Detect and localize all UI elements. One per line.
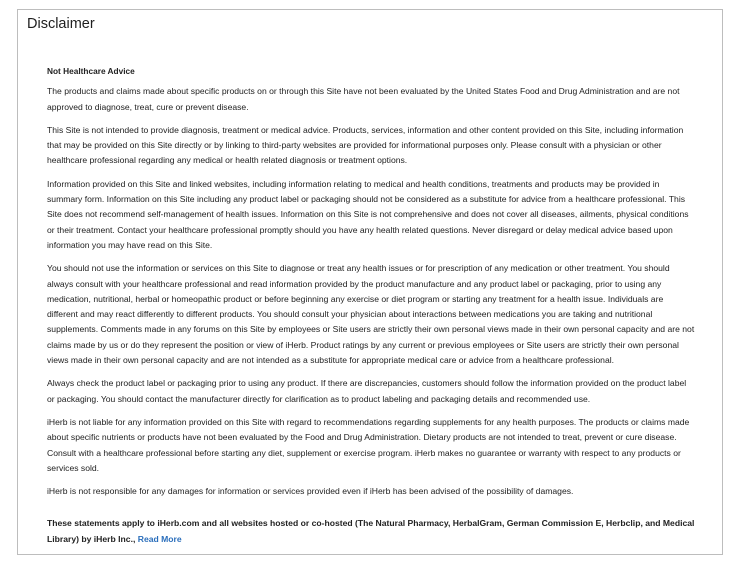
panel-title: Disclaimer (27, 16, 95, 32)
disclaimer-paragraph: Information provided on this Site and linked websites, including information relating to medical and health conditions, treatments and products may be provided in summary form. Information on this Site including any product label or packaging should not be considered as a substitute for advice from a healthcare professional. This Site does not recommend self-management of health issues. Information on this Site is not comprehensive and does not cover all diseases, ailments, physical conditions or their treatment. Contact your healthcare professional promptly should you have any health related questions. Never disregard or delay medical advice based upon information you may have read on this Site. (47, 178, 689, 250)
footer-statement (47, 516, 695, 547)
read-more-link[interactable]: Read More (137, 533, 182, 544)
disclaimer-paragraph: Always check the product label or packaging prior to using any product. If there are discrepancies, customers should follow the information provided on the product label or packaging. You should contact the manufacturer directly for clarification as to product labeling and packaging details and recommended use. (47, 378, 687, 404)
section-subheading: Not Healthcare Advice (47, 66, 135, 76)
disclaimer-paragraph: This Site is not intended to provide diagnosis, treatment or medical advice. Products, services, information and other content provided on this Site, including information that may be provided on this Site directly or by linking to third-party websites are provided for informational purposes only. Please consult with a physician or other healthcare professional regarding any medical or health related diagnosis or treatment options. (47, 124, 684, 166)
disclaimer-content (47, 64, 695, 547)
disclaimer-paragraph: You should not use the information or services on this Site to diagnose or treat any health issues or for prescription of any medication or other treatment. You should always consult with your healthcare professional and read information provided by the product manufacture and any product label or packaging, prior to using any medication, nutritional, herbal or homeopathic product or before beginning any exercise or diet program or starting any treatment for a health issue. Individuals are different and may react differently to different products. You should consult your physician about interactions between medications you are taking and nutritional supplements. Comments made in any forums on this Site by employees or Site users are strictly their own personal views made in their own personal capacity and are not claims made by us or do they represent the position or view of iHerb. Product ratings by any current or previous employees or Site users are strictly their own personal views made in their own personal capacity and are not intended as a substitute for appropriate medical care or advice from a healthcare professional. (47, 263, 695, 366)
disclaimer-paragraph: iHerb is not liable for any information provided on this Site with regard to recommendations regarding supplements for any health purposes. The products or claims made about specific nutrients or products have not been evaluated by the Food and Drug Administration. Dietary products are not intended to treat, prevent or cure disease. Consult with a healthcare professional before starting any diet, supplement or exercise program. iHerb makes no guarantee or warranty with respect to any products or services sold. (47, 416, 690, 473)
disclaimer-panel (17, 9, 723, 555)
disclaimer-paragraph: iHerb is not responsible for any damages for information or services provided even if iHerb has been advised of the possibility of damages. (47, 486, 574, 497)
footer-text: These statements apply to iHerb.com and all websites hosted or co-hosted (The Natural Pharmacy, HerbalGram, German Commission E, Herbclip, and Medical Library) by iHerb Inc., (47, 518, 695, 544)
disclaimer-paragraph: The products and claims made about specific products on or through this Site have not been evaluated by the United States Food and Drug Administration and are not approved to diagnose, treat, cure or prevent disease. (47, 86, 680, 112)
